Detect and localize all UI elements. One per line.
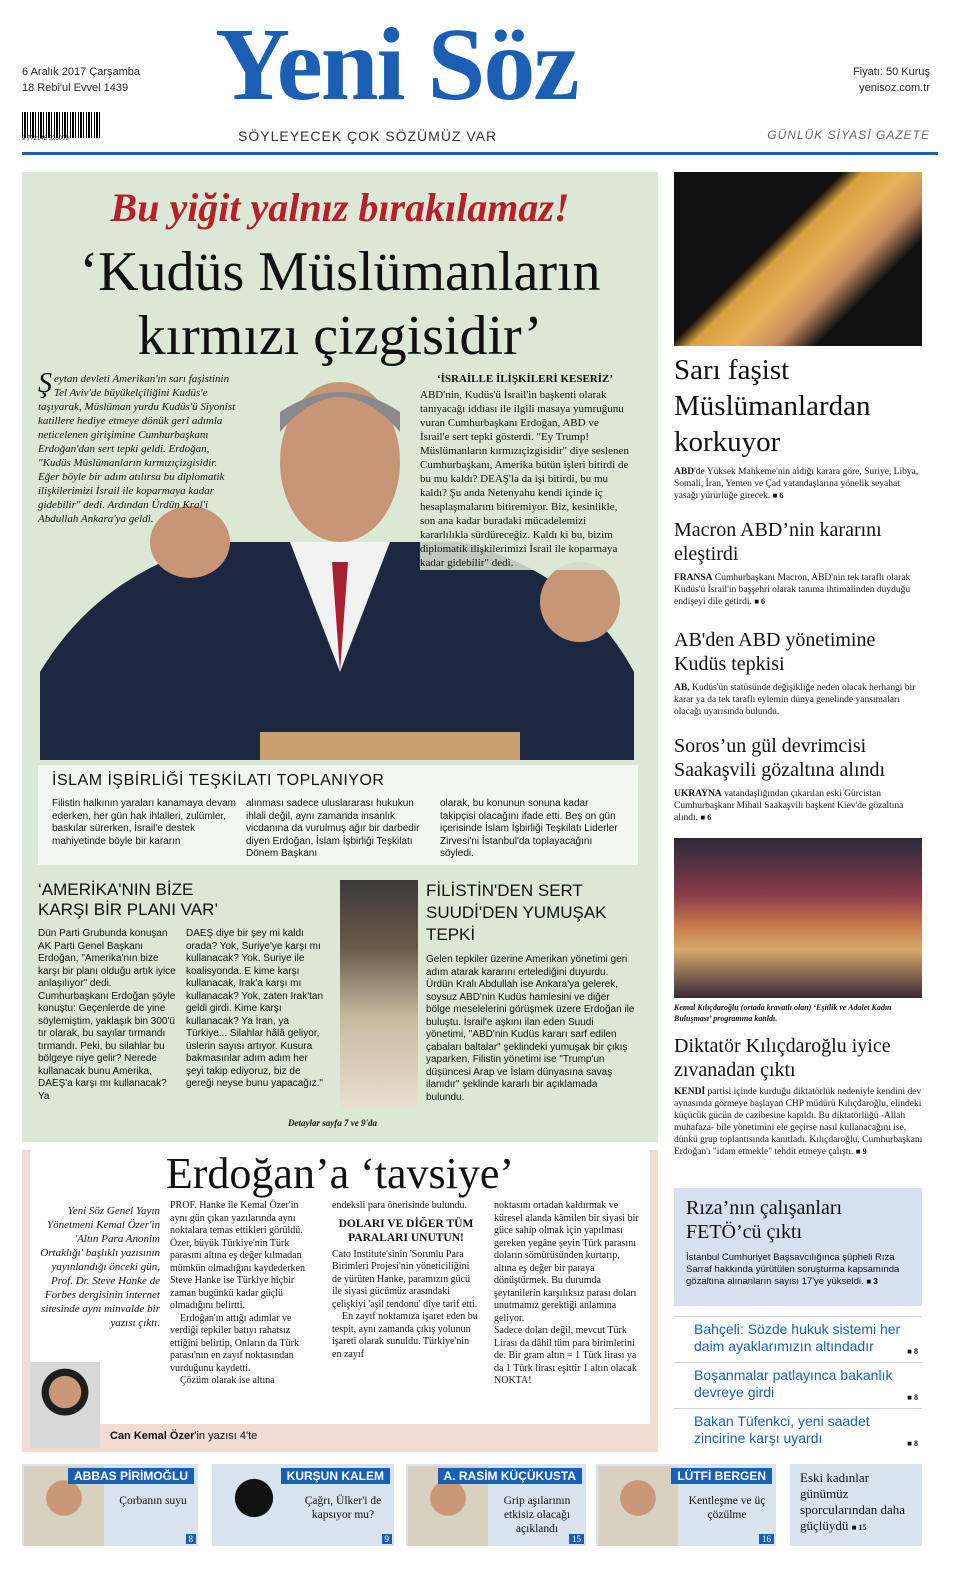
columnist-name: A. RASİM KÜÇÜKUSTA: [438, 1468, 582, 1484]
right-headline-1[interactable]: Sarı faşist Müslümanlardan korkuyor: [674, 354, 871, 458]
oic-col-2: alınması sadece uluslararası hukukun ihlali değil, aynı zamanda insanlık vicdanına da vurulmuş ağır bir darbedir diyen Erdoğan, İslam İşbirliği Teşkilatı Dönem Başkanı: [246, 798, 420, 859]
right-text-2-lead: FRANSA: [674, 573, 713, 583]
newspaper-logo[interactable]: Yeni Söz: [215, 7, 578, 122]
page-ref: ■ 9: [855, 1147, 867, 1156]
masthead-rule: [22, 152, 938, 155]
brief-item-2[interactable]: [674, 1362, 922, 1406]
columnist-card[interactable]: [212, 1464, 394, 1546]
masthead-slogan: SÖYLEYECEK ÇOK SÖZÜMÜZ VAR: [238, 128, 498, 144]
page-number: 15: [858, 1523, 867, 1532]
page-ref: ■ 3: [866, 1277, 878, 1286]
page-ref: ■ 15: [851, 1523, 867, 1532]
amerika-col-2: DAEŞ diye bir şey mi kaldı orada? Yok, Suriye'ye karşı mı kullanacak? Yok. Suriye ile koalisyonda. E kime karşı kullanacak, Irak'a karşı mı kullanacak? Yok, zaten Irak'tan geldi girdi. Kime karşı kullanacak? Ya İran, ya Türkiye... Silahlar hâlâ geliyor, üslerin sayısı artıyor. Kusura bakmasınlar adım adım her şeyi takip ediyoruz, biz de gereği neyse bunu yapacağız.": [186, 928, 324, 1089]
amerika-col-1: Dün Parti Grubunda konuşan AK Parti Genel Başkanı Erdoğan, "Amerika'nın bize karşı bir planı olduğu artık iyice anlaşılıyor" dedi. Cumhurbaşkanı Erdoğan şöyle konuştu: Geçenlerde de yine söylemiştim, yaklaşık bin 300'ü tır olarak, bu sayılar tırmandı tırmandı. Peki, bu silahlar bu bölgeye niye gelir? Nerede kullanacak bunu Amerika, DAEŞ'a karşı mı kullanacak? Ya: [38, 928, 176, 1102]
right-text-4-body: vatandaşlığından çıkarılan eski Gürcistan Cumhurbaşkanı Mihail Saakaşvili başkent Kiev'de gözaltına alındı.: [674, 789, 904, 823]
right-text-5-lead: KENDİ: [674, 1087, 706, 1097]
riza-headline[interactable]: Rıza’nın çalışanları FETÖ’cü çıktı: [686, 1197, 843, 1243]
barcode-number: 9 772148 526009: [22, 136, 69, 142]
page-number: 15: [569, 1534, 584, 1544]
tavsiye-subhead: DOLARI VE DİĞER TÜM PARALARI UNUTUN!: [338, 1217, 474, 1244]
tavsiye-col-1-p2: Erdoğan'ın attığı adımlar ve verdiği tepkiler batıyı rahatsız ettiğini belirtip, Onların da Türk parası'nın en zayıf noktasından vurduğunu kaydetti.: [170, 1312, 299, 1374]
right-headline-4[interactable]: Soros’un gül devrimcisi Saakaşvili gözaltına alındı: [674, 735, 886, 781]
suudi-text: Gelen tepkiler üzerine Amerikan yönetimi geri adım atarak kararını ertelediğini duyurdu. Ürdün Kralı Abdullah ise Ankara'ya gelerek, soysuz ABD'nin Kudüs hamlesini ve diğer bölge meselelerini görüşmek üzere Erdoğan ile buluştu. İsrail'e aşkını ilan eden Suudi yönetimi, "ABD'nin Kudüs kararı sarf edilen çabaları baltalar" şeklindeki yumuşak bir çıkış yaparken, Filistin yönetimi ise "Trump'un düşüncesi Arap ve İslam dünyasına savaş ilanıdır" şeklinde kararlı bir açıklamada bulundu.: [426, 954, 635, 1103]
tavsiye-col-2-p2: Cato Institute'sinin 'Sorunlu Para Birimleri Projesi'nin yöneticiliğini de yürüten Hanke, paramızın gücü ile siyasi gücümüz arasındaki çelişkiyi 'aşil tendonu' diye tarif etti.: [332, 1248, 478, 1310]
page-number: 8: [186, 1534, 197, 1544]
barcode: [22, 112, 102, 138]
page-ref: ■ 6: [772, 491, 784, 500]
issue-date: 6 Aralık 2017 Çarşamba: [22, 66, 141, 78]
columnist-title: Kentleşme ve üç çözülme: [688, 1495, 766, 1521]
brief-item-text: Boşanmalar patlayınca bakanlık devreye girdi: [694, 1367, 893, 1400]
tavsiye-intro: Yeni Söz Genel Yayın Yönetmeni Kemal Özer'in 'Altın Para Anonim Ortaklığı' başlıklı yazısının yayınlandığı önceki gün, Prof. Dr. Steve Hanke de Forbes dergisinin internet sitesinde aynı minvalde bir yazısı çıktı.: [40, 1205, 160, 1329]
detail-note: Detaylar sayfa 7 ve 9'da: [288, 1118, 377, 1128]
photo-caption: Kemal Kılıçdaroğlu (ortada kravatlı olan) ‘Eşitlik ve Adalet Kadın Buluşması’ programına katıldı.: [674, 1003, 892, 1023]
right-headline-3[interactable]: AB'den ABD yönetimine Kudüs tepkisi: [674, 629, 876, 675]
author-name: Can Kemal Özer: [110, 1430, 195, 1442]
page-number: 6: [761, 597, 766, 606]
tavsiye-col-3-p1: noktasını ortadan kaldırmak ve küresel alanda kâmilen bir siyasi bir güce sahip olmak için yapılması gereken yegâne şeyin Türk parasını doların sömürüsünden kurtarıp, altına eş değer bir paraya dönüştürmek. Bu durumda şeytanilerin karşılıksız parası doları unutmamız gerektiği anlamına geliyor.: [494, 1200, 639, 1324]
tavsiye-col-3: [494, 1200, 642, 1388]
columnist-photo: [598, 1466, 678, 1546]
lead-subhead: ‘İSRAİLLE İLİŞKİLERİ KESERİZ’: [436, 373, 614, 385]
amerika-title[interactable]: ‘AMERİKA'NIN BİZE KARŞI BİR PLANI VAR’: [38, 880, 219, 919]
masthead-date-block: [22, 64, 140, 96]
page-number: 8: [914, 1393, 918, 1402]
riza-text-body: İstanbul Cumhuriyet Başsavcılığınca şüpheli Rıza Sarraf hakkında yürütülen soruşturma kapsamında gözaltına alınanların sayısı 17'ye yükseldi.: [686, 1252, 900, 1287]
columnist-title: Çağrı, Ülker'i de kapsıyor mu?: [304, 1495, 382, 1521]
riza-text: [686, 1252, 916, 1288]
page-ref: ■ 6: [700, 813, 712, 822]
masthead-price-block: [853, 64, 930, 96]
page-number: 6: [779, 491, 784, 500]
right-text-5: [674, 1086, 924, 1158]
suudi-title[interactable]: FİLİSTİN'DEN SERT SUUDİ'DEN YUMUŞAK TEPKİ: [426, 881, 607, 944]
author-photo: [30, 1362, 100, 1448]
page-number: 9: [862, 1147, 867, 1156]
right-text-1-lead: ABD: [674, 467, 695, 477]
columnist-name: ABBAS PİRİMOĞLU: [68, 1468, 194, 1484]
tavsiye-col-2-p3: En zayıf noktamıza işaret eden bu tespit, aynı zamanda çıkış yolunun işareti olarak sunuldu. Türkiye'nin en zayıf: [332, 1311, 478, 1360]
oic-col-1: Filistin halkının yaraları kanamaya devam ederken, her gün hak ihlalleri, zulümler, baskılar sürerken, İsrail'e destek mahiyetinde böyle bir kararın: [52, 798, 236, 847]
brief-item-text: Bakan Tüfenkci, yeni saadet zincirine karşı uyardı: [694, 1413, 870, 1446]
page-ref: ■ 6: [754, 597, 766, 606]
right-headline-5[interactable]: Diktatör Kılıçdaroğlu iyice zıvanadan çıktı: [674, 1035, 891, 1081]
kilicdaroglu-photo: [674, 838, 922, 998]
eski-text: Eski kadınlar günümüz sporcularından daha güçlüydü: [800, 1470, 906, 1533]
brief-item-1[interactable]: [674, 1316, 922, 1360]
tavsiye-col-2: [332, 1200, 480, 1361]
right-text-3: [674, 682, 924, 718]
masthead-tagline: GÜNLÜK SİYASİ GAZETE: [767, 128, 930, 142]
columnist-card[interactable]: [22, 1464, 198, 1546]
tavsiye-col-1-p3: Çözüm olarak ise altına: [180, 1375, 275, 1386]
columnist-card[interactable]: [596, 1464, 776, 1546]
page-ref: ■ 8: [907, 1439, 918, 1448]
tavsiye-col-2-p1: endeksli para önerisinde bulundu.: [332, 1200, 467, 1211]
tavsiye-col-1: [170, 1200, 318, 1388]
page-number: 8: [914, 1347, 918, 1356]
brief-item-3[interactable]: [674, 1408, 922, 1452]
tavsiye-headline[interactable]: Erdoğan’a ‘tavsiye’: [165, 1149, 515, 1198]
right-text-1-body: 'de Yüksek Mahkeme'nin aldığı karara göre, Suriye, Libya, Somali, İran, Yemen ve Çad vatandaşlarına yönelik seyahat yasağı yürürlüğe girecek.: [674, 467, 919, 501]
right-text-1: [674, 466, 924, 502]
brief-item-text: Bahçeli: Sözde hukuk sistemi her daim ayaklarımızın altındadır: [694, 1321, 901, 1354]
oic-title[interactable]: İSLAM İŞBİRLİĞİ TEŞKİLATI TOPLANIYOR: [52, 772, 385, 789]
page-number: 9: [382, 1534, 393, 1544]
trump-photo: [674, 172, 922, 346]
page-ref: ■ 8: [907, 1347, 918, 1356]
author-link[interactable]: [110, 1430, 257, 1442]
right-text-3-lead: AB,: [674, 683, 690, 693]
page-ref: ■ 8: [907, 1393, 918, 1402]
lead-intro: Şeytan devleti Amerikan'ın sarı faşistinin Tel Aviv'de büyükelçiliğini Kudüs'e taşıyarak, Müslüman yurdu Kudüs'ü Siyonist katillere hediye etmeye dönük geri adımla neticelenen girişimine Cumhurbaşkanı Erdoğan'dan sert tepki geldi. Erdoğan, "Kudüs Müslümanların kırmızıçizgisidir. Eğer böyle bir adım atılırsa bu diplomatik ilişkilerimizi İsrail ile koparmaya kadar gidebilir" dedi. Ardından Ürdün Kral'i Abdullah Ankara'ya geldi.: [38, 368, 236, 525]
right-text-5-body: partisi içinde kurduğu diktatörlük nedeniyle kendini dev aynasında görmeye başlayan CHP müdürü Kılıçdaroğlu, elindeki küçücük gücün de cazibesine kapıldı. Bu diktatörlüğü -Allah muhafaza- bile yönetimini ele geçirse nasıl kullanacağını ise, dünkü grup toplantısında kanıtladı. Kılıçdaroğlu, Cumhurbaşkanı Erdoğan'ı "idam etmekle" tehdit etmeye çalıştı.: [674, 1087, 923, 1157]
columnist-name: LÜTFİ BERGEN: [671, 1468, 772, 1484]
right-text-3-body: Kudüs'ün statüsünde değişikliğe neden olacak herhangi bir karar ya da tek taraflı eylemin dünya genelinde yansımaları olacağı uyarısında bulundu.: [674, 683, 916, 717]
hijri-date: 18 Rebi'ul Evvel 1439: [22, 82, 129, 94]
lead-kicker: Bu yiğit yalnız bırakılamaz!: [110, 185, 570, 230]
tavsiye-col-1-p1: PROF. Hanke ile Kemal Özer'in aynı gün çıkan yazılarında aynı noktalara temas ettikleri görüldü. Özer, büyük Türkiye'nin Türk parasını altına eş değer kılmadan mümkün olmadığını kaydederken Steve Hanke ise Türkiye hiçbir zaman bugünkü kadar güçlü olmadığını belirtti.: [170, 1200, 305, 1311]
page-number: 16: [759, 1534, 774, 1544]
right-text-2-body: Cumhurbaşkanı Macron, ABD'nin tek taraflı olarak Kudüs'ü İsrail'in başşehri olarak tanıma ihtimalinden duyduğu endişeyi dile getirdi.: [674, 573, 911, 607]
columnist-name: KURŞUN KALEM: [281, 1468, 390, 1484]
eski-headline[interactable]: [800, 1470, 918, 1536]
right-text-4-lead: UKRAYNA: [674, 789, 722, 799]
price: Fiyatı: 50 Kuruş: [852, 66, 930, 78]
king-abdullah-photo: [340, 880, 418, 1108]
lead-right-column: [420, 372, 630, 570]
lead-text: ABD'nin, Kudüs'ü İsrail'in başkenti olarak tanıyacağı iddiası ile ilgili masaya yumruğunu vuran Cumhurbaşkanı Erdoğan, ABD ve İsrail'e sert tepki gösterdi. "Ey Trump! Müslümanların kırmızıçizgisidir" diye seslenen Cumhurbaşkanı, Amerika bütün işleri bitirdi de bu mu kaldı? DEAŞ'la da işi bitirdi, bu mu kaldı? Şu anda Netenyahu kendi içinde iç hesaplaşmalarını bitiremiyor. Biz, kesinlikle, son ana kadar buradaki mücadelemizi kararlılıkla sürdüreceğiz. Kaldı ki bu, bizim diplomatik ilişkilerimizi İsrail ile koparmaya kadar gidebilir" dedi.: [420, 389, 629, 569]
page-number: 3: [873, 1277, 878, 1286]
columnist-title: Çorbanın suyu: [119, 1495, 187, 1507]
author-suffix: 'in yazısı 4'te: [194, 1430, 258, 1442]
columnist-card[interactable]: [406, 1464, 586, 1546]
page-number: 6: [707, 813, 712, 822]
right-headline-2[interactable]: Macron ABD’nin kararını eleştirdi: [674, 519, 882, 565]
right-text-2: [674, 572, 924, 608]
right-text-4: [674, 788, 924, 824]
lead-headline[interactable]: ‘Kudüs Müslümanların kırmızı çizgisidir’: [79, 241, 601, 367]
tavsiye-col-3-p2: Sadece doları değil, mevcut Türk Lirası da dâhil tüm para birimlerini de. Bir gram altın = 1 Türk lirası ya da 1 Türk lirası eşittir 1 altın olacak NOKTA!: [494, 1325, 637, 1386]
page-number: 8: [914, 1439, 918, 1448]
oic-col-3: olarak, bu konunun sonuna kadar takipçisi olacağını ifade etti. Beş on gün içerisinde İslam İşbirliği Teşkilatı Liderler Zirvesi'ni İstanbul'da toplayacağını söyledi.: [440, 798, 618, 859]
website-link[interactable]: yenisoz.com.tr: [859, 82, 930, 94]
columnist-title: Grip aşılarının etkisiz olacağı açıklandı: [503, 1495, 571, 1535]
